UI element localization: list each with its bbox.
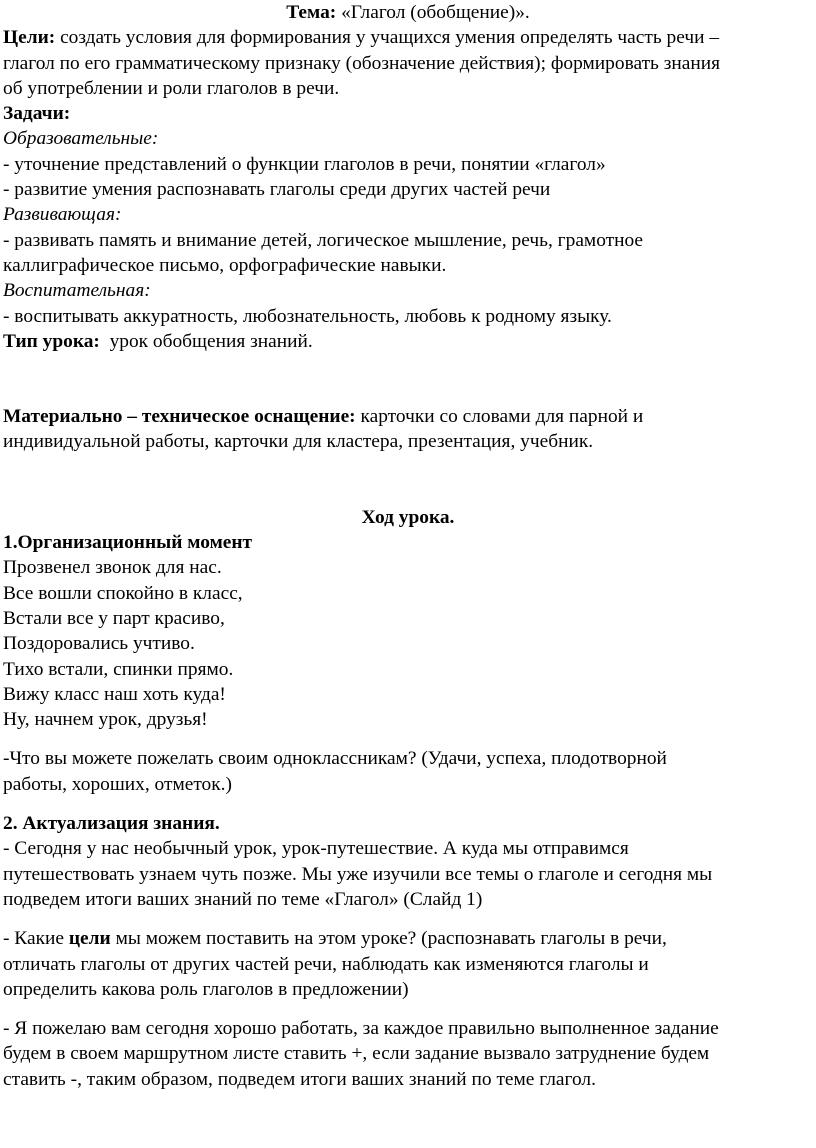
para2-line: отличать глаголы от других частей речи, наблюдать как изменяются глаголы и bbox=[3, 953, 649, 975]
poem-line: Тихо встали, спинки прямо. bbox=[3, 658, 234, 680]
topic-label: Тема: bbox=[286, 2, 337, 23]
goals-line-3: об употреблении и роли глаголов в речи. bbox=[3, 77, 340, 99]
para3-line: будем в своем маршрутном листе ставить +, если задание вызвало затруднение будем bbox=[3, 1043, 710, 1065]
educational-label: Образовательные: bbox=[3, 128, 159, 150]
section2-heading: 2. Актуализация знания. bbox=[3, 813, 220, 835]
equipment-label: Материально – техническое оснащение: bbox=[3, 406, 356, 428]
poem-line: Встали все у парт красиво, bbox=[3, 607, 225, 629]
question-line: -Что вы можете пожелать своим одноклассникам? (Удачи, успеха, плодотворной bbox=[3, 748, 667, 770]
lesson-type-line bbox=[3, 329, 813, 354]
poem-line: Вижу класс наш хоть куда! bbox=[3, 683, 226, 705]
upbringing-label: Воспитательная: bbox=[3, 280, 151, 302]
goals-label: Цели: bbox=[3, 27, 56, 49]
para1-line: подведем итоги ваших знаний по теме «Глагол» (Слайд 1) bbox=[3, 888, 483, 910]
poem-line: Все вошли спокойно в класс, bbox=[3, 582, 243, 604]
para1-line: путешествовать узнаем чуть позже. Мы уже изучили все темы о глаголе и сегодня мы bbox=[3, 863, 713, 885]
poem-line: Прозвенел звонок для нас. bbox=[3, 557, 222, 579]
goals-line-1: Цели: создать условия для формирования у учащихся умения определять часть речи – bbox=[3, 27, 720, 49]
para2-line: определить какова роль глаголов в предложении) bbox=[3, 978, 409, 1000]
section1-heading: 1.Организационный момент bbox=[3, 532, 253, 554]
poem-line: Поздоровались учтиво. bbox=[3, 633, 195, 655]
para3-line: ставить -, таким образом, подведем итоги ваших знаний по теме глагол. bbox=[3, 1068, 596, 1090]
educational-item: - развитие умения распознавать глаголы среди других частей речи bbox=[3, 179, 551, 201]
lesson-type-text: урок обобщения знаний. bbox=[109, 330, 313, 352]
para2-line: - Какие цели мы можем поставить на этом уроке? (распознавать глаголы в речи, bbox=[3, 928, 667, 950]
equipment-line-2: индивидуальной работы, карточки для кластера, презентация, учебник. bbox=[3, 431, 594, 453]
upbringing-item: - воспитывать аккуратность, любознательность, любовь к родному языку. bbox=[3, 305, 612, 327]
equipment-line-1: Материально – техническое оснащение: карточки со словами для парной и bbox=[3, 406, 644, 428]
educational-item: - уточнение представлений о функции глаголов в речи, понятии «глагол» bbox=[3, 153, 606, 175]
question-line: работы, хороших, отметок.) bbox=[3, 773, 232, 795]
para1-line: - Сегодня у нас необычный урок, урок-путешествие. А куда мы отправимся bbox=[3, 838, 629, 860]
developing-item: каллиграфическое письмо, орфографические навыки. bbox=[3, 254, 447, 276]
poem-line: Ну, начнем урок, друзья! bbox=[3, 709, 208, 731]
developing-label: Развивающая: bbox=[3, 204, 122, 226]
goals-keyword: цели bbox=[68, 928, 111, 950]
topic-line bbox=[3, 0, 813, 25]
lesson-flow-title: Ход урока. bbox=[361, 506, 455, 528]
topic-text: «Глагол (обобщение)». bbox=[341, 2, 530, 23]
goals-line-2: глагол по его грамматическому признаку (обозначение действия); формировать знания bbox=[3, 52, 721, 74]
para3-line: - Я пожелаю вам сегодня хорошо работать, за каждое правильно выполненное задание bbox=[3, 1018, 719, 1040]
lesson-type-label: Тип урока: bbox=[3, 330, 100, 352]
developing-item: - развивать память и внимание детей, логическое мышление, речь, грамотное bbox=[3, 229, 644, 251]
tasks-heading: Задачи: bbox=[3, 103, 71, 125]
